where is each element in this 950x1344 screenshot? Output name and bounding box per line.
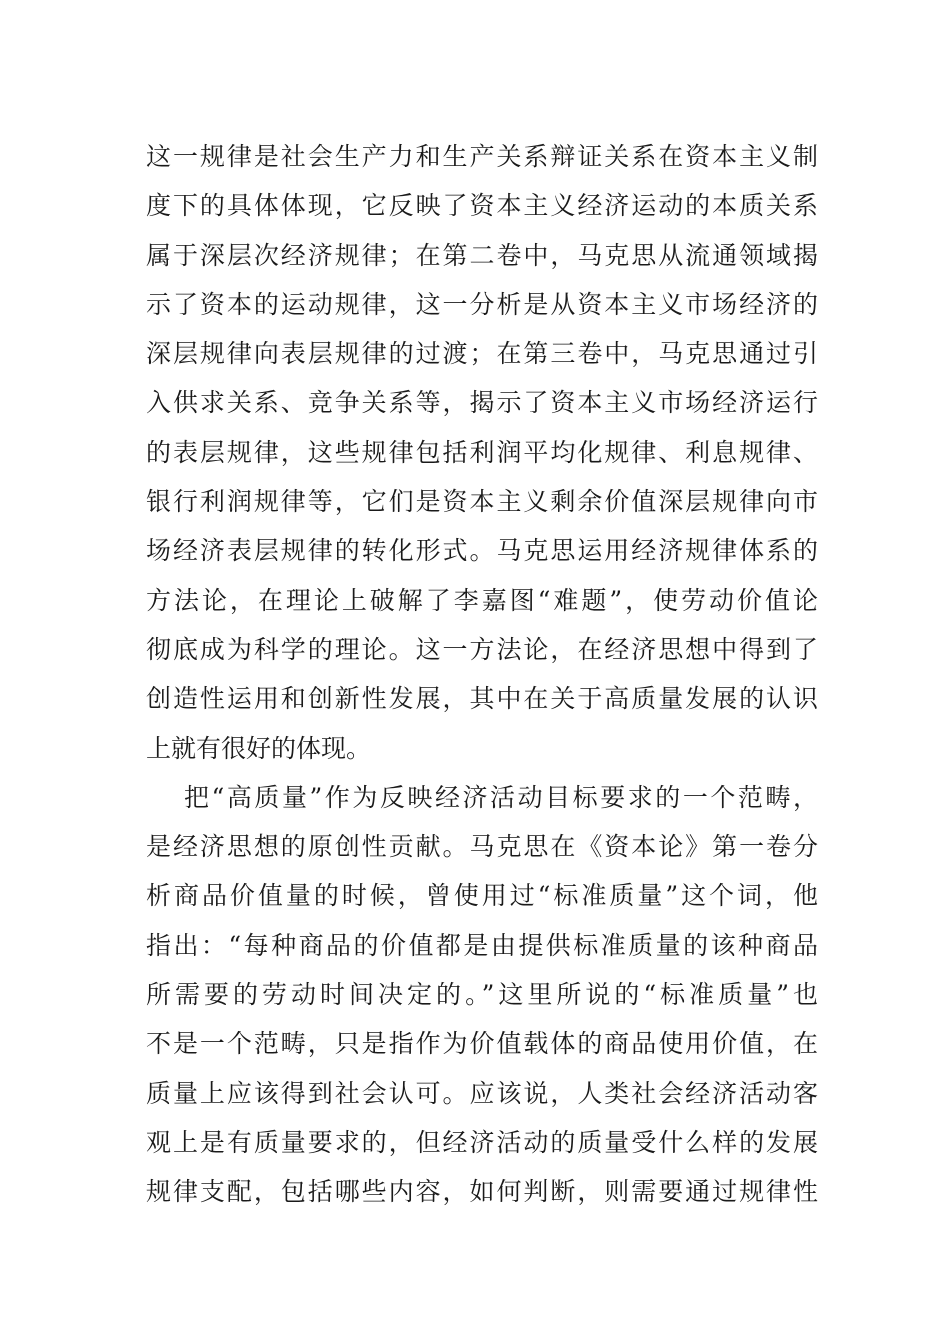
text-line: 银行利润规律等，它们是资本主义剩余价值深层规律向市 bbox=[146, 487, 818, 517]
text-line: 入供求关系、竞争关系等，揭示了资本主义市场经济运行 bbox=[146, 388, 818, 418]
text-line: 把“高质量”作为反映经济活动目标要求的一个范畴， bbox=[184, 782, 818, 812]
text-line: 属于深层次经济规律；在第二卷中，马克思从流通领域揭 bbox=[146, 240, 818, 270]
text-line: 彻底成为科学的理论。这一方法论，在经济思想中得到了 bbox=[146, 634, 818, 664]
text-line: 场经济表层规律的转化形式。马克思运用经济规律体系的 bbox=[146, 536, 818, 566]
text-line: 所需要的劳动时间决定的。”这里所说的“标准质量”也 bbox=[146, 980, 818, 1010]
text-line: 深层规律向表层规律的过渡；在第三卷中，马克思通过引 bbox=[146, 339, 818, 369]
text-line: 指出：“每种商品的价值都是由提供标准质量的该种商品 bbox=[146, 930, 818, 960]
text-line: 规律支配，包括哪些内容，如何判断，则需要通过规律性 bbox=[146, 1177, 818, 1207]
text-line: 观上是有质量要求的，但经济活动的质量受什么样的发展 bbox=[146, 1127, 818, 1157]
text-line: 上就有很好的体现。 bbox=[146, 733, 372, 763]
paragraph-2 bbox=[146, 773, 818, 1217]
text-line: 是经济思想的原创性贡献。马克思在《资本论》第一卷分 bbox=[146, 832, 818, 862]
text-line: 析商品价值量的时候，曾使用过“标准质量”这个词，他 bbox=[146, 881, 818, 911]
body-text bbox=[146, 132, 818, 1217]
text-line: 质量上应该得到社会认可。应该说，人类社会经济活动客 bbox=[146, 1078, 818, 1108]
text-line: 创造性运用和创新性发展，其中在关于高质量发展的认识 bbox=[146, 684, 818, 714]
text-line: 方法论，在理论上破解了李嘉图“难题”，使劳动价值论 bbox=[146, 585, 818, 615]
paragraph-1 bbox=[146, 132, 818, 773]
text-line: 的表层规律，这些规律包括利润平均化规律、利息规律、 bbox=[146, 437, 818, 467]
text-line: 示了资本的运动规律，这一分析是从资本主义市场经济的 bbox=[146, 289, 818, 319]
text-line: 这一规律是社会生产力和生产关系辩证关系在资本主义制 bbox=[146, 142, 818, 171]
text-line: 不是一个范畴，只是指作为价值载体的商品使用价值，在 bbox=[146, 1029, 818, 1059]
text-line: 度下的具体体现，它反映了资本主义经济运动的本质关系 bbox=[146, 191, 818, 221]
